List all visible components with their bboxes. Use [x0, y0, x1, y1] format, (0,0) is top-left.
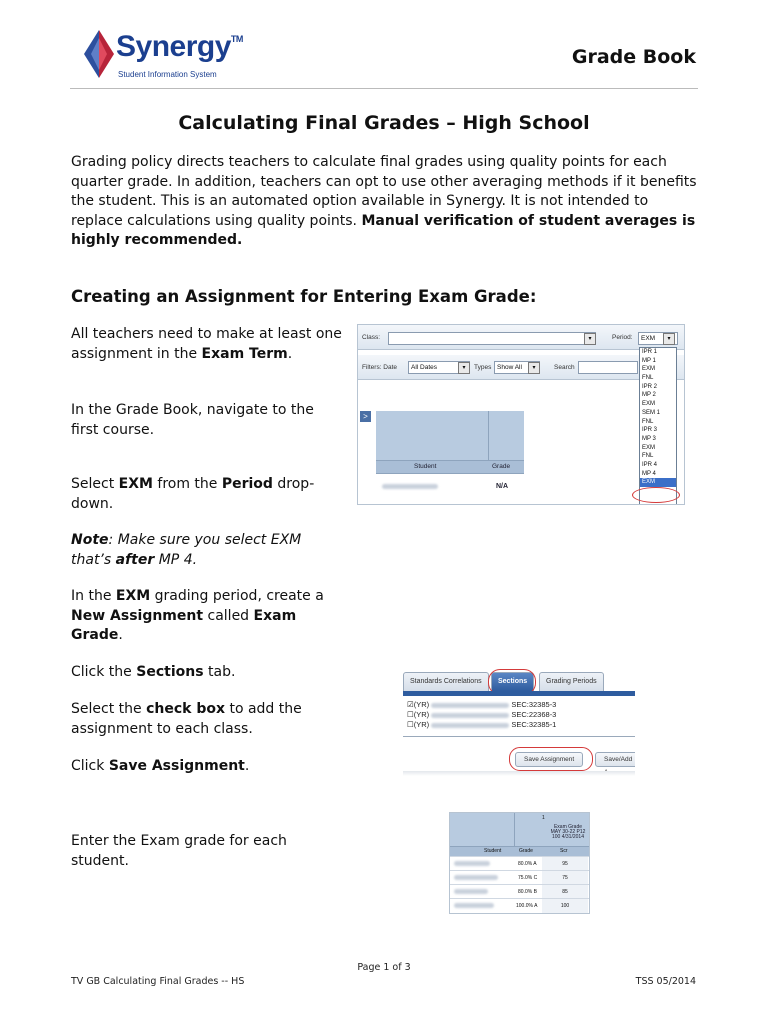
section-heading: Creating an Assignment for Entering Exam Grade: — [71, 287, 537, 306]
period-option[interactable]: FNL — [642, 453, 654, 460]
footer-doc-name: TV GB Calculating Final Grades -- HS — [71, 976, 245, 987]
filter-toolbar — [358, 355, 684, 380]
tab-underline — [403, 691, 635, 696]
col-student[interactable]: Student — [484, 848, 502, 854]
class-label: Class: — [362, 334, 381, 341]
col-grade[interactable]: Grade — [519, 848, 533, 854]
types-filter[interactable]: Show All — [494, 361, 540, 374]
section-row[interactable]: ☑(YR) SEC:32385-3 — [407, 700, 557, 709]
table-row: 80.0% A 95 — [450, 856, 589, 871]
score-input[interactable]: 85 — [542, 885, 588, 899]
period-dropdown-list[interactable] — [639, 347, 677, 505]
tab-standards-correlations[interactable]: Standards Correlations — [403, 672, 489, 692]
tab-grading-periods[interactable]: Grading Periods — [539, 672, 604, 692]
table-row: 100.0% A 100 — [450, 898, 589, 913]
period-option[interactable]: IPR 1 — [642, 349, 658, 355]
note-exm-after-mp4: Note: Make sure you select EXM that’s after MP 4. — [71, 532, 302, 568]
step-new-assignment: In the EXM grading period, create a New Assignment called Exam Grade. — [71, 588, 324, 643]
search-input[interactable] — [578, 361, 638, 374]
footer-date: TSS 05/2014 — [635, 976, 696, 987]
date-filter[interactable]: All Dates — [408, 361, 470, 374]
period-option[interactable]: IPR 3 — [642, 427, 658, 434]
table-row: 80.0% B 85 — [450, 884, 589, 899]
col-score[interactable]: Scr — [560, 848, 568, 854]
col-grade[interactable]: Grade — [492, 463, 511, 470]
date-dropdown-icon[interactable]: ▾ — [458, 362, 470, 374]
table-row: 75.0% C 75 — [450, 870, 589, 885]
save-assignment-button[interactable]: Save Assignment — [515, 752, 583, 767]
class-select[interactable] — [388, 332, 596, 345]
class-toolbar — [358, 325, 684, 350]
score-input[interactable]: 95 — [542, 857, 588, 871]
step-select-period: Select EXM from the Period drop-down. — [71, 476, 315, 512]
exam-grade-entry-screenshot — [449, 812, 590, 914]
brand-subtitle: Student Information System — [118, 70, 217, 79]
period-option[interactable]: EXM — [642, 444, 656, 451]
step-save-assignment: Click Save Assignment. — [71, 758, 250, 774]
step-enter-grades: Enter the Exam grade for each student. — [71, 833, 287, 869]
synergy-logo-mark — [84, 30, 114, 78]
period-option[interactable]: EXM — [642, 401, 656, 408]
exm-highlight-circle — [632, 487, 680, 503]
period-option[interactable]: SEM 1 — [642, 409, 661, 416]
types-dropdown-icon[interactable]: ▾ — [528, 362, 540, 374]
section-row[interactable]: ☐(YR) SEC:22368-3 — [407, 710, 557, 719]
filters-label: Filters: Date — [362, 364, 398, 371]
period-label: Period: — [612, 334, 633, 341]
save-add-button[interactable]: Save/Add — [595, 752, 635, 767]
assignment-number: 1 — [542, 815, 545, 821]
period-dropdown-icon[interactable]: ▾ — [663, 333, 675, 345]
step-check-box: Select the check box to add the assignment to each class. — [71, 701, 302, 737]
sections-tab-screenshot — [403, 668, 635, 776]
col-student[interactable]: Student — [414, 463, 437, 470]
student-grid — [376, 411, 524, 504]
intro-paragraph: Grading policy directs teachers to calculate final grades using quality points for each quarter grade. In addition, teachers can opt to use other averaging methods if it benefits the student. This is an automated option available in Synergy. It is not intended to replace calculations using quality points. Manual verification of student averages is highly recommended. — [71, 154, 697, 248]
intro-emphasis: Manual verification of student averages is highly recommended. — [71, 212, 696, 248]
period-option[interactable]: MP 2 — [642, 392, 656, 399]
gradebook-period-screenshot — [357, 324, 685, 505]
brand-name: Synergy™ — [116, 30, 243, 63]
tab-sections[interactable]: Sections — [491, 672, 534, 692]
grade-grid-header — [450, 813, 589, 855]
step-sections-tab: Click the Sections tab. — [71, 664, 236, 680]
page-number: Page 1 of 3 — [357, 962, 411, 973]
period-option[interactable]: MP 4 — [642, 470, 656, 477]
period-option[interactable]: FNL — [642, 418, 654, 425]
period-option[interactable]: MP 1 — [642, 357, 656, 364]
step-navigate: In the Grade Book, navigate to the first course. — [71, 402, 314, 438]
period-option[interactable]: FNL — [642, 375, 654, 382]
period-select[interactable]: EXM — [638, 332, 678, 345]
class-dropdown-icon[interactable]: ▾ — [584, 333, 596, 345]
period-option[interactable]: EXM — [640, 478, 676, 487]
period-option[interactable]: IPR 2 — [642, 383, 658, 390]
brand-tm: TM — [230, 34, 243, 44]
search-label: Search — [554, 364, 575, 371]
score-input[interactable]: 75 — [542, 871, 588, 885]
section-title: Grade Book — [571, 46, 696, 68]
student-name-blurred — [382, 483, 438, 490]
period-option[interactable]: MP 3 — [642, 435, 656, 442]
period-option[interactable]: IPR 4 — [642, 461, 658, 468]
save-highlight-circle — [509, 747, 593, 771]
section-row[interactable]: ☐(YR) SEC:32385-1 — [407, 720, 557, 729]
assignment-header: Exam Grade MAY 30-22 P12 100 4/31/2014 — [550, 824, 586, 840]
header-divider — [70, 88, 698, 89]
document-title: Calculating Final Grades – High School — [178, 112, 590, 134]
step-exam-term: All teachers need to make at least one assignment in the Exam Term. — [71, 326, 342, 362]
types-label: Types — [474, 364, 492, 371]
expand-arrow-icon[interactable]: > — [360, 411, 371, 422]
row-grade: N/A — [496, 483, 509, 490]
score-input[interactable]: 100 — [542, 899, 588, 913]
period-option[interactable]: EXM — [642, 366, 656, 373]
